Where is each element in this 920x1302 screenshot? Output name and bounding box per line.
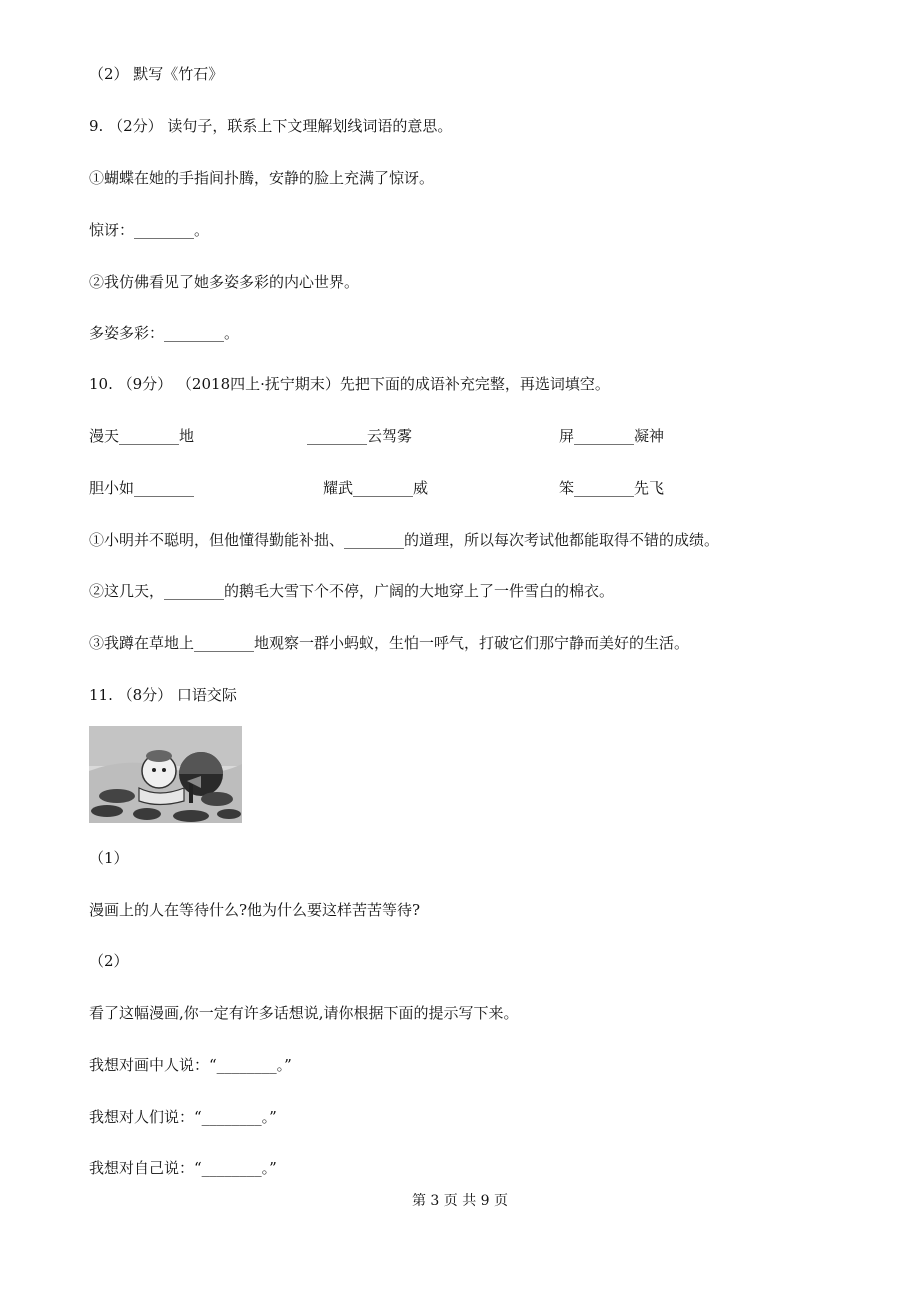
q9-answer-2: 多姿多彩：________。 xyxy=(89,324,240,342)
q11-title: 11. （8分） 口语交际 xyxy=(89,686,237,704)
idiom-5: 耀武________威 xyxy=(323,479,429,497)
q11-part2-text: 看了这幅漫画,你一定有许多话想说,请你根据下面的提示写下来。 xyxy=(89,1004,519,1022)
q11-prompt-3: 我想对自己说：“________。” xyxy=(89,1159,277,1177)
q9-answer-1: 惊讶：________。 xyxy=(89,221,210,239)
idiom-4: 胆小如________ xyxy=(89,479,195,497)
q10-sentence-3: ③我蹲在草地上________地观察一群小蚂蚁，生怕一呼气，打破它们那宁静而美好的生活。 xyxy=(89,634,690,652)
q9-title: 9. （2分） 读句子，联系上下文理解划线词语的意思。 xyxy=(89,117,453,135)
q11-prompt-1: 我想对画中人说：“________。” xyxy=(89,1056,292,1074)
q10-sentence-1: ①小明并不聪明，但他懂得勤能补拙、________的道理，所以每次考试他都能取得不错的成绩。 xyxy=(89,531,720,549)
q10-title: 10. （9分） （2018四上·抚宁期末）先把下面的成语补充完整，再选词填空。 xyxy=(89,375,610,393)
idiom-1: 漫天________地 xyxy=(89,427,195,445)
q11-prompt-2: 我想对人们说：“________。” xyxy=(89,1108,277,1126)
idiom-3: 屏________凝神 xyxy=(559,427,665,445)
q11-part1-label: （1） xyxy=(89,849,129,867)
idiom-6: 笨________先飞 xyxy=(559,479,665,497)
cartoon-image xyxy=(89,726,242,823)
idiom-2: ________云驾雾 xyxy=(307,427,413,445)
q9-sentence-2: ②我仿佛看见了她多姿多彩的内心世界。 xyxy=(89,273,360,291)
q11-part2-label: （2） xyxy=(89,952,129,970)
q9-sentence-1: ①蝴蝶在她的手指间扑腾，安静的脸上充满了惊讶。 xyxy=(89,169,435,187)
page-footer: 第 3 页 共 9 页 xyxy=(411,1193,509,1209)
q8-part2: （2） 默写《竹石》 xyxy=(89,65,224,83)
q10-sentence-2: ②这几天，________的鹅毛大雪下个不停，广阔的大地穿上了一件雪白的棉衣。 xyxy=(89,582,615,600)
q11-part1-text: 漫画上的人在等待什么?他为什么要这样苦苦等待? xyxy=(89,901,421,919)
